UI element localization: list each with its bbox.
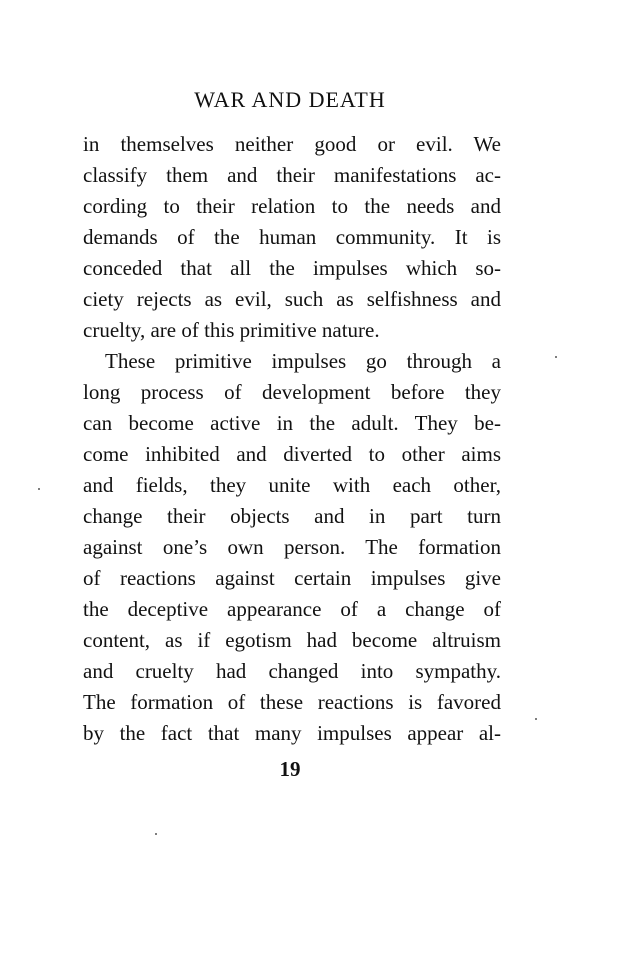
text-line: against one’s own person. The formation [83, 535, 501, 559]
text-line: ciety rejects as evil, such as selfishness and [83, 287, 501, 311]
scan-speck [555, 356, 557, 358]
scan-speck [38, 488, 40, 490]
text-line: the deceptive appearance of a change of [83, 597, 501, 621]
scan-speck [535, 718, 537, 720]
text-line: long process of development before they [83, 380, 501, 404]
scan-speck [155, 833, 157, 835]
text-line: The formation of these reactions is favored [83, 690, 501, 714]
text-line: of reactions against certain impulses give [83, 566, 501, 590]
text-line: come inhibited and diverted to other aims [83, 442, 501, 466]
body-text [83, 129, 501, 749]
text-line: classify them and their manifestations ac- [83, 163, 501, 187]
text-line: cording to their relation to the needs and [83, 194, 501, 218]
text-line: and cruelty had changed into sympathy. [83, 659, 501, 683]
page-number: 19 [279, 757, 301, 781]
text-line: in themselves neither good or evil. We [83, 132, 501, 156]
running-head: WAR AND DEATH [194, 87, 386, 112]
text-line: cruelty, are of this primitive nature. [83, 318, 380, 342]
text-line: change their objects and in part turn [83, 504, 501, 528]
text-line: can become active in the adult. They be- [83, 411, 501, 435]
text-line: by the fact that many impulses appear al- [83, 721, 501, 745]
text-line: conceded that all the impulses which so- [83, 256, 501, 280]
text-line: and fields, they unite with each other, [83, 473, 501, 497]
text-line: These primitive impulses go through a [105, 349, 501, 373]
text-line: content, as if egotism had become altruism [83, 628, 501, 652]
text-line: demands of the human community. It is [83, 225, 501, 249]
